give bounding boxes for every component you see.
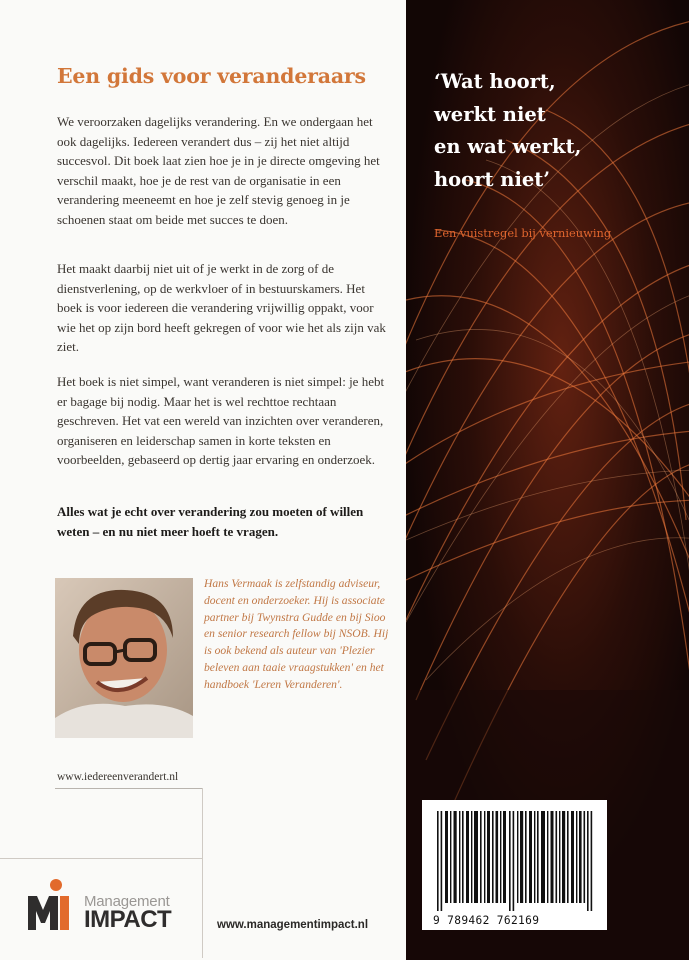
logo-text-impact: IMPACT <box>84 906 172 933</box>
divider-bottom <box>0 858 203 859</box>
publisher-link[interactable]: www.managementimpact.nl <box>217 919 369 931</box>
quote-subtitle: Een vuistregel bij vernieuwing <box>434 226 612 240</box>
portrait-photo-icon <box>55 578 193 738</box>
paragraph-audience: Het maakt daarbij niet uit of je werkt in de zorg of de dienstverlening, op de werkvloer of in bestuurskamers. Het boek is voor iedereen die verandering vrijwillig oppakt, voor wie het op zijn bord heeft gekregen of voor wie het als zijn vak ziet. <box>57 261 386 355</box>
management-impact-logo-icon <box>28 878 70 932</box>
isbn-number: 9 789462 762169 <box>433 914 540 927</box>
barcode-panel <box>422 800 607 930</box>
quote <box>434 66 684 196</box>
quote-line: ‘Wat hoort, <box>434 70 556 93</box>
divider-vertical <box>202 788 203 958</box>
author-bio: Hans Vermaak is zelfstandig adviseur, docent en onderzoeker. Hij is associate partner bij Twynstra Gudde en bij Sioo en senior research fellow bij NSOB. Hij is ook bekend als auteur van 'Plezier beleven aan taaie vraagstukken' en het handboek 'Leren Veranderen'. <box>204 577 389 691</box>
author-photo <box>55 578 193 738</box>
image-panel <box>406 0 689 960</box>
logo-text-management: Management <box>84 893 170 910</box>
quote-line: hoort niet’ <box>434 167 551 191</box>
website-link[interactable]: www.iedereenverandert.nl <box>57 771 179 783</box>
quote-line: werkt niet <box>434 102 546 126</box>
isbn-barcode-icon <box>431 811 597 911</box>
paragraph-intro: We veroorzaken dagelijks verandering. En we ondergaan het ook dagelijks. Iedereen verandert dus – zij het niet altijd succesvol. Dit boek laat zien hoe je in je directe omgeving het verschil maakt, hoe je de rest van de organisatie in een verandering meeneemt en hoe je zelf stevig genoeg in je schoenen staat om beide met succes te doen. <box>57 114 380 227</box>
heading: Een gids voor veranderaars <box>57 64 366 88</box>
divider <box>55 788 203 789</box>
quote-line: en wat werkt, <box>434 135 582 158</box>
paragraph-content: Het boek is niet simpel, want veranderen is niet simpel: je hebt er bagage bij nodig. Maar het is wel rechttoe rechtaan geschreven. Het vat een wereld van inzichten over veranderen, organiseren en leiderschap samen in korte teksten en voorbeelden, gebaseerd op dertig jaar ervaring en onderzoek. <box>57 374 385 468</box>
paragraph-tagline: Alles wat je echt over verandering zou moeten of willen weten – en nu niet meer hoeft te vragen. <box>57 504 364 539</box>
